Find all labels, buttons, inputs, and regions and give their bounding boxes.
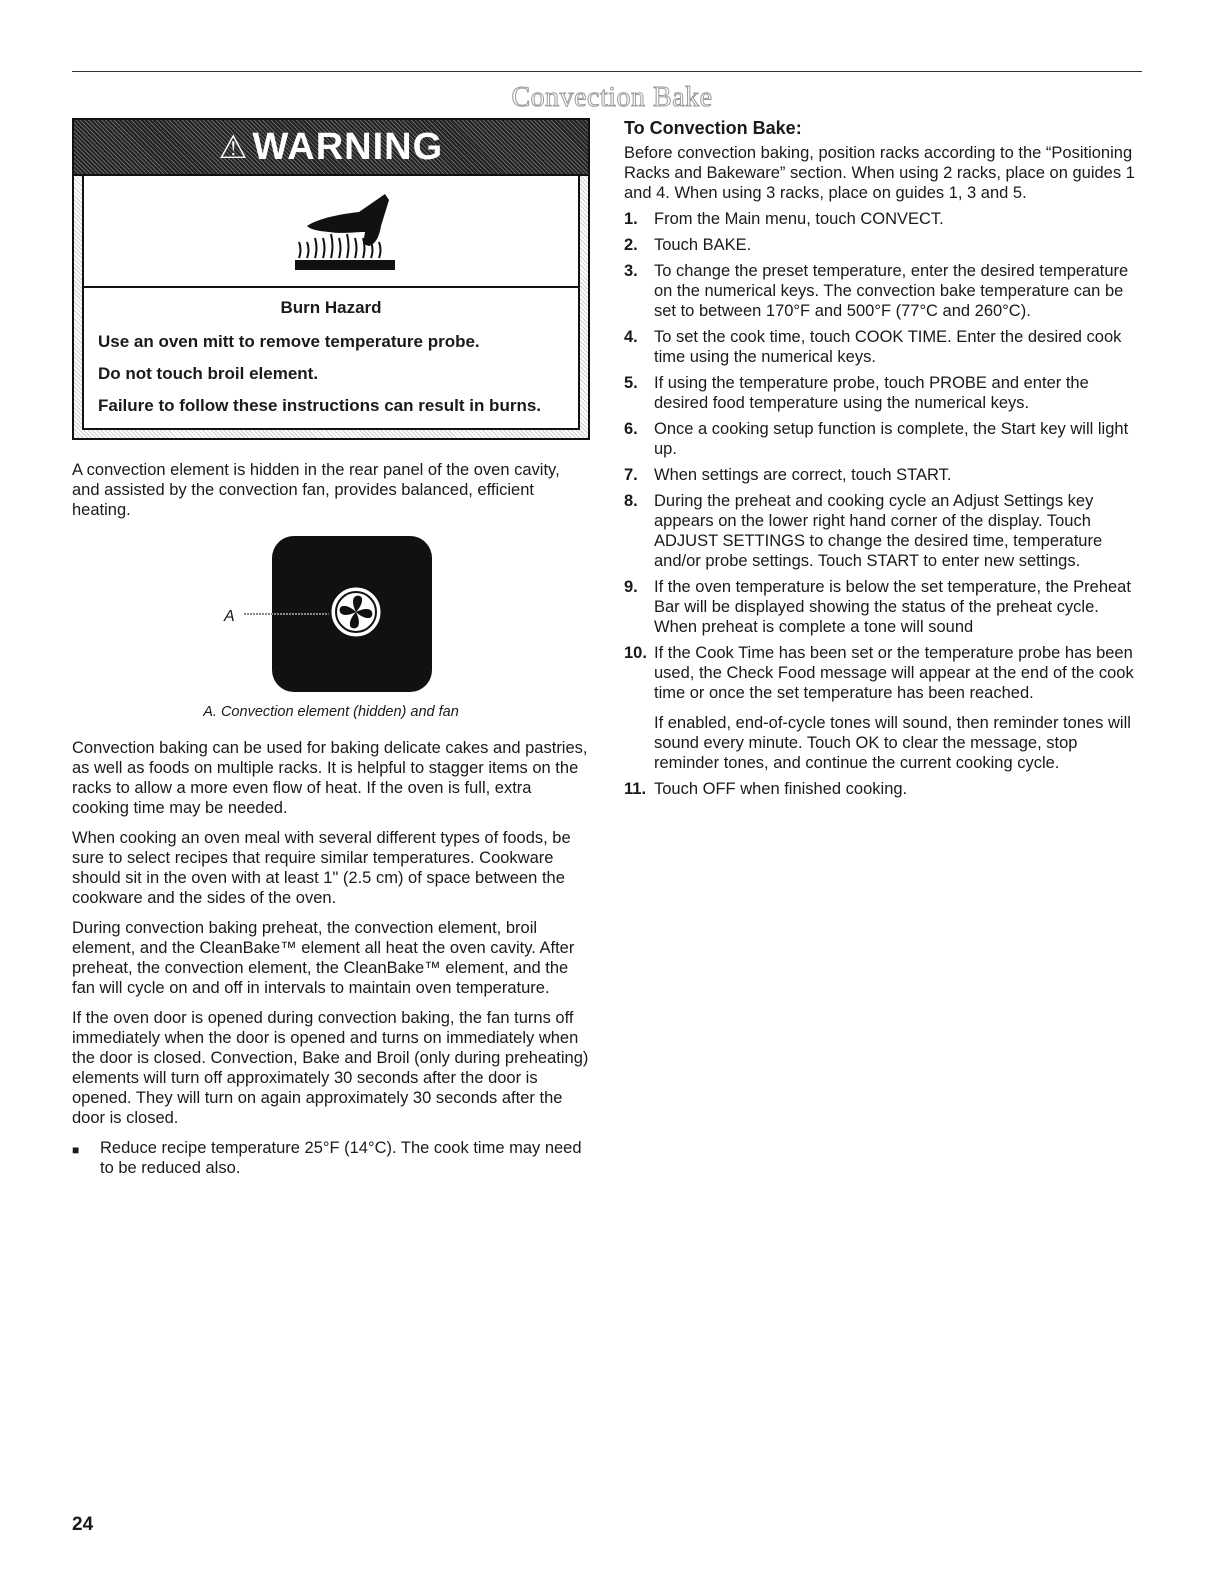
warning-line: Use an oven mitt to remove temperature probe. bbox=[98, 332, 480, 351]
step-item bbox=[624, 577, 1144, 637]
step-item bbox=[624, 491, 1144, 571]
step-item bbox=[624, 465, 1144, 485]
step-text: To set the cook time, touch COOK TIME. Enter the desired cook time using the numerical keys. bbox=[654, 328, 1122, 366]
header-rule bbox=[72, 71, 1142, 72]
step-item bbox=[624, 643, 1144, 773]
right-column bbox=[624, 118, 1144, 805]
figure-callout-label: A bbox=[224, 608, 235, 625]
step-number: 8. bbox=[624, 492, 638, 510]
step-extra-text: If enabled, end-of-cycle tones will sound, then reminder tones will sound every minute. Touch OK to clear the message, stop reminder tones, and continue the current cooking cycle. bbox=[654, 714, 1131, 772]
step-number: 4. bbox=[624, 328, 638, 346]
procedure-intro: Before convection baking, position racks according to the “Positioning Racks and Bakeware” section. When using 2 racks, place on guides 1 and 4. When using 3 racks, place on guides 1, 3 and 5. bbox=[624, 144, 1135, 202]
step-number: 10. bbox=[624, 644, 647, 662]
warning-panel bbox=[82, 176, 580, 430]
step-text: Touch OFF when finished cooking. bbox=[654, 780, 908, 798]
step-number: 3. bbox=[624, 262, 638, 280]
bullet-text: Reduce recipe temperature 25°F (14°C). The cook time may need to be reduced also. bbox=[100, 1139, 582, 1177]
step-text: When settings are correct, touch START. bbox=[654, 466, 952, 484]
hot-surface-hand-icon bbox=[289, 186, 399, 276]
burn-hazard-symbol bbox=[84, 176, 578, 288]
step-text: Once a cooking setup function is complete, the Start key will light up. bbox=[654, 420, 1129, 458]
step-item bbox=[624, 209, 1144, 229]
step-text: If using the temperature probe, touch PROBE and enter the desired food temperature using the numerical keys. bbox=[654, 374, 1089, 412]
convection-figure bbox=[72, 534, 590, 694]
procedure-heading: To Convection Bake: bbox=[624, 118, 802, 138]
step-text: If the oven temperature is below the set temperature, the Preheat Bar will be displayed showing the status of the preheat cycle. When preheat is complete a tone will sound bbox=[654, 578, 1131, 636]
body-paragraph: If the oven door is opened during convection baking, the fan turns off immediately when the door is opened and turns on immediately when the door is closed. Convection, Bake and Broil (only during preheating) elements will turn off approximately 30 seconds after the door is opened. They will turn on again approximately 30 seconds after the door is closed. bbox=[72, 1009, 589, 1127]
step-item bbox=[624, 373, 1144, 413]
left-column bbox=[72, 118, 590, 1178]
step-text: From the Main menu, touch CONVECT. bbox=[654, 210, 944, 228]
step-item bbox=[624, 261, 1144, 321]
warning-text bbox=[84, 288, 578, 428]
body-paragraph: When cooking an oven meal with several different types of foods, be sure to select recipes that require similar temperatures. Cookware should sit in the oven with at least 1" (2.5 cm) of space between the cookware and the sides of the oven. bbox=[72, 829, 571, 907]
warning-header bbox=[74, 120, 588, 176]
figure-caption: A. Convection element (hidden) and fan bbox=[203, 704, 459, 720]
step-item bbox=[624, 779, 1144, 799]
step-number: 6. bbox=[624, 420, 638, 438]
step-text: To change the preset temperature, enter the desired temperature on the numerical keys. The convection bake temperature can be set to between 170°F and 500°F (77°C and 260°C). bbox=[654, 262, 1129, 320]
step-item bbox=[624, 419, 1144, 459]
section-title: Convection Bake bbox=[511, 82, 713, 113]
square-bullet-icon: ■ bbox=[72, 1143, 80, 1157]
step-item bbox=[624, 235, 1144, 255]
warning-line: Do not touch broil element. bbox=[98, 364, 319, 383]
step-number: 5. bbox=[624, 374, 638, 392]
warning-inner bbox=[74, 176, 588, 438]
convection-fan-illustration bbox=[232, 534, 442, 694]
warning-triangle-icon: ⚠ bbox=[218, 129, 249, 165]
step-item bbox=[624, 327, 1144, 367]
intro-paragraph: A convection element is hidden in the rear panel of the oven cavity, and assisted by the convection fan, provides balanced, efficient heating. bbox=[72, 461, 560, 519]
page-number: 24 bbox=[72, 1514, 94, 1535]
step-text: During the preheat and cooking cycle an Adjust Settings key appears on the lower right hand corner of the display. Touch ADJUST SETTINGS to change the desired time, temperature and/or probe settings. Touch START to enter new settings. bbox=[654, 492, 1103, 570]
steps-list bbox=[624, 209, 1144, 799]
body-paragraph: Convection baking can be used for baking delicate cakes and pastries, as well as foods on multiple racks. It is helpful to stagger items on the racks to allow a more even flow of heat. If the oven is full, extra cooking time may be needed. bbox=[72, 739, 588, 817]
step-text: Touch BAKE. bbox=[654, 236, 752, 254]
step-number: 7. bbox=[624, 466, 638, 484]
warning-line: Failure to follow these instructions can result in burns. bbox=[98, 396, 542, 415]
body-paragraph: During convection baking preheat, the convection element, broil element, and the CleanBake™ element all heat the oven cavity. After preheat, the convection element, the CleanBake™ element, and the fan will cycle on and off in intervals to maintain oven temperature. bbox=[72, 919, 575, 997]
step-number: 1. bbox=[624, 210, 638, 228]
step-text: If the Cook Time has been set or the temperature probe has been used, the Check Food message will appear at the end of the cook time or once the set temperature has been reached. bbox=[654, 644, 1134, 702]
warning-box bbox=[72, 118, 590, 440]
hazard-title: Burn Hazard bbox=[280, 298, 382, 317]
step-number: 9. bbox=[624, 578, 638, 596]
bullet-item bbox=[72, 1138, 590, 1178]
warning-heading: WARNING bbox=[252, 125, 444, 168]
step-number: 11. bbox=[624, 780, 647, 798]
step-number: 2. bbox=[624, 236, 638, 254]
